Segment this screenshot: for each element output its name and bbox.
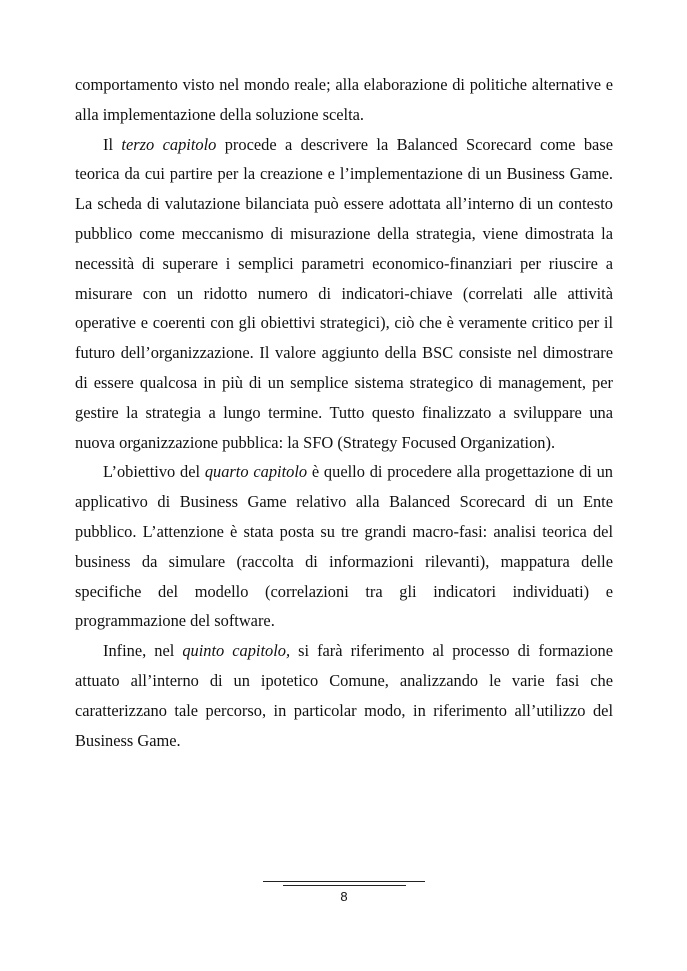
paragraph-2-italic-term: terzo capitolo — [121, 134, 217, 154]
paragraph-4-italic-term: quinto capitolo, — [182, 641, 291, 661]
paragraph-2 — [75, 130, 613, 458]
footer-rule-bottom — [283, 885, 406, 886]
page-number: 8 — [340, 889, 348, 904]
paragraph-3-italic-term: quarto capitolo — [204, 462, 308, 482]
paragraph-2-text-b: procede a descrivere la Balanced Scorecard come base teorica da cui partire per la creazione e l’implementazione di un Business Game. La scheda di valutazione bilanciata può essere adottata all’interno di un contesto pubblico come meccanismo di misurazione della strategia, viene dimostrata la necessità di superare i semplici parametri economico-finanziari per riuscire a misurare con un ridotto numero di indicatori-chiave (correlati alle attività operative e coerenti con gli obiettivi strategici), ciò che è veramente critico per il futuro dell’organizzazione. Il valore aggiunto della BSC consiste nel dimostrare di essere qualcosa in più di un semplice sistema strategico di management, per gestire la strategia a lungo termine. Tutto questo finalizzato a sviluppare una nuova organizzazione pubblica: la SFO (Strategy Focused Organization). — [75, 134, 613, 452]
paragraph-2-text-a: Il — [103, 134, 122, 154]
paragraph-3-text-b: è quello di procedere alla progettazione di un applicativo di Business Game relativo alla Balanced Scorecard di un Ente pubblico. L’attenzione è stata posta su tre grandi macro-fasi: analisi teorica del business da simulare (raccolta di informazioni rilevanti), mappatura delle specifiche del modello (correlazioni tra gli indicatori individuati) e programmazione del software. — [75, 462, 613, 631]
paragraph-3-text-a: L’obiettivo del — [103, 462, 205, 482]
paragraph-3 — [75, 457, 613, 636]
paragraph-1 — [75, 70, 613, 130]
paragraph-4 — [75, 636, 613, 755]
paragraph-1-text: comportamento visto nel mondo reale; alla elaborazione di politiche alternative e alla implementazione della soluzione scelta. — [75, 75, 613, 124]
paragraph-4-text-b: si farà riferimento al processo di formazione attuato all’interno di un ipotetico Comune, analizzando le varie fasi che caratterizzano tale percorso, in particolar modo, in riferimento all’utilizzo del Business Game. — [75, 641, 613, 750]
paragraph-4-text-a: Infine, nel — [103, 641, 183, 661]
footer-rule-top — [263, 881, 425, 882]
body-text — [75, 70, 613, 755]
